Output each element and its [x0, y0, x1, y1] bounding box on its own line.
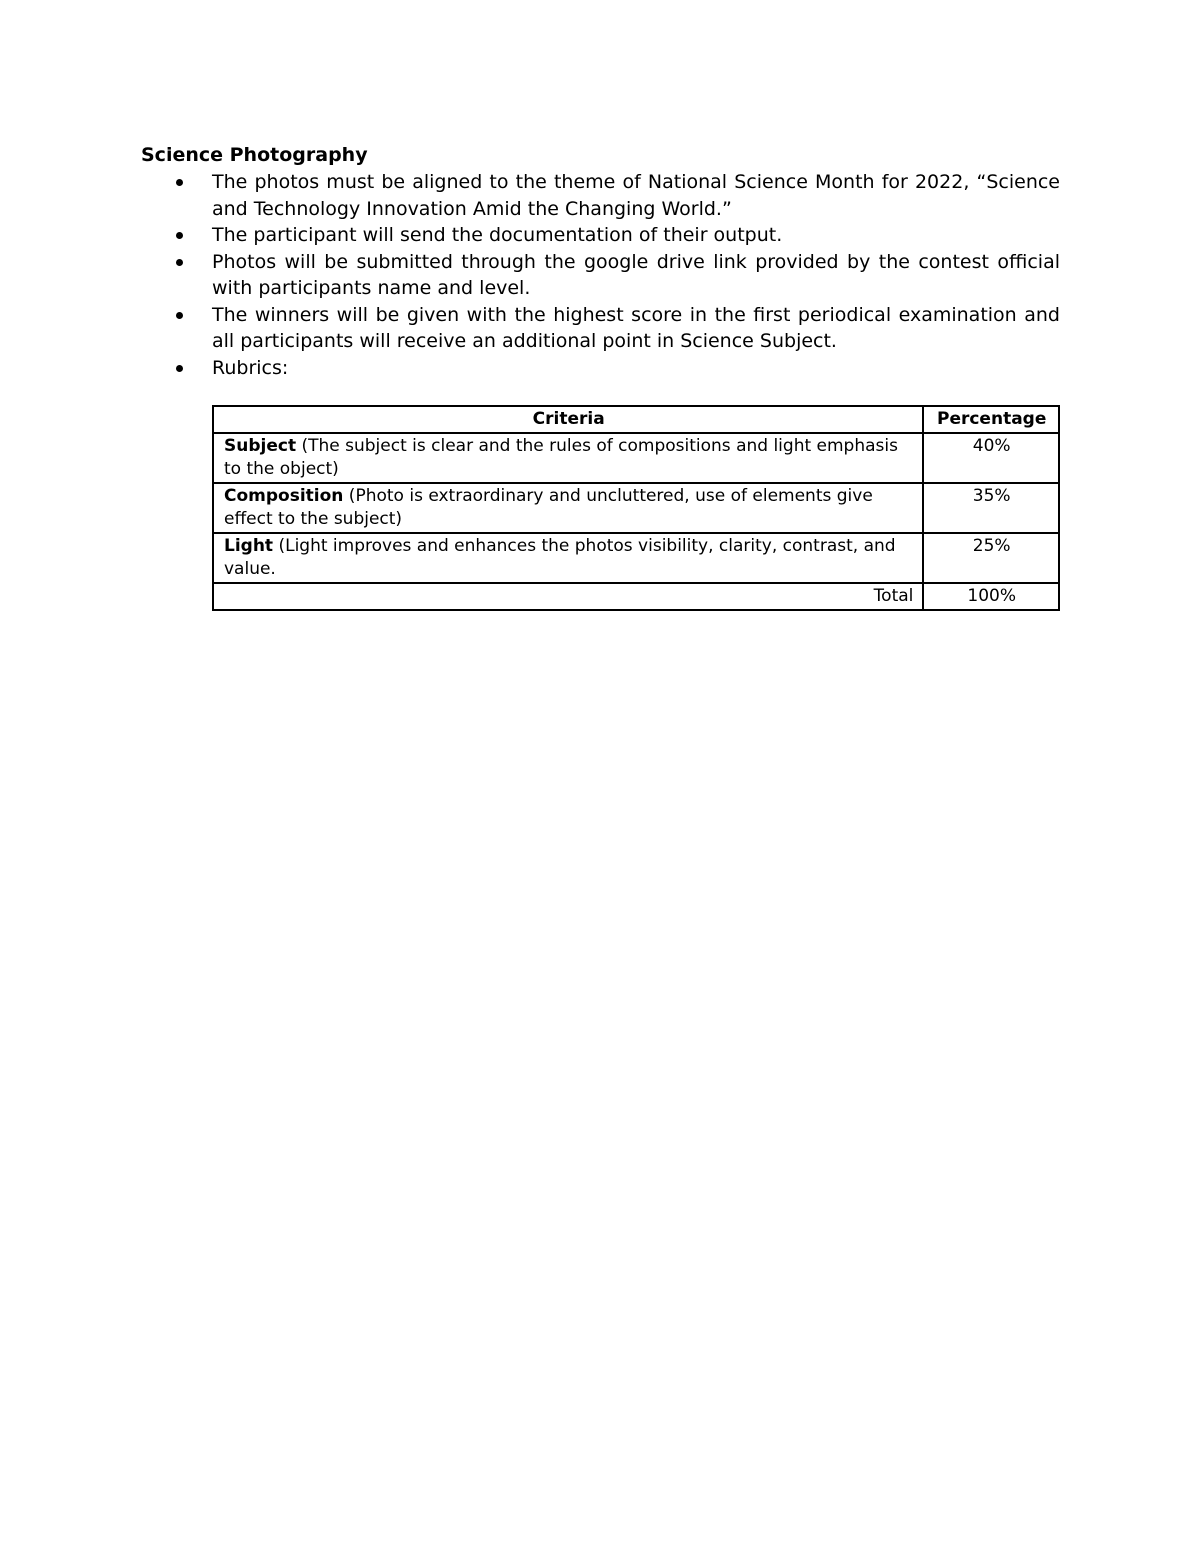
- table-row: [213, 533, 1059, 583]
- criteria-description: (The subject is clear and the rules of compositions and light emphasis to the object): [224, 436, 898, 479]
- list-item-text: The photos must be aligned to the theme of National Science Month for 2022, “Science and Technology Innovation Amid the Changing World.”: [212, 171, 1060, 220]
- criteria-name: Subject: [224, 436, 297, 456]
- bullet-icon: [176, 179, 183, 186]
- list-item: [170, 249, 1060, 302]
- list-item-text: Photos will be submitted through the google drive link provided by the contest official with participants name and level.: [212, 250, 1060, 299]
- criteria-description: (Light improves and enhances the photos visibility, clarity, contrast, and value.: [224, 536, 896, 579]
- criteria-cell: [213, 483, 923, 533]
- rubric-table: [212, 405, 1060, 611]
- total-label: Total: [213, 583, 923, 610]
- list-item-text: Rubrics:: [212, 356, 289, 379]
- criteria-description: (Photo is extraordinary and uncluttered, use of elements give effect to the subject): [224, 486, 873, 529]
- total-row: [213, 583, 1059, 610]
- criteria-name: Light: [224, 536, 274, 556]
- criteria-column-header: Criteria: [213, 406, 923, 433]
- percentage-column-header: Percentage: [923, 406, 1059, 433]
- percentage-cell: 25%: [923, 533, 1059, 583]
- bullet-icon: [176, 232, 183, 239]
- section-heading: Science Photography: [141, 144, 368, 166]
- list-item: [170, 222, 1060, 249]
- total-percentage: 100%: [923, 583, 1059, 610]
- table-row: [213, 433, 1059, 483]
- list-item: [170, 302, 1060, 355]
- criteria-cell: [213, 433, 923, 483]
- guidelines-list: [170, 169, 1060, 381]
- list-item-text: The participant will send the documentation of their output.: [212, 224, 783, 246]
- list-item-text: The winners will be given with the highest score in the first periodical examination and all participants will receive an additional point in Science Subject.: [212, 303, 1060, 352]
- percentage-cell: 40%: [923, 433, 1059, 483]
- bullet-icon: [176, 365, 183, 372]
- bullet-icon: [176, 259, 183, 266]
- bullet-icon: [176, 312, 183, 319]
- criteria-name: Composition: [224, 486, 344, 506]
- criteria-cell: [213, 533, 923, 583]
- table-header-row: [213, 406, 1059, 433]
- table-row: [213, 483, 1059, 533]
- list-item: [170, 355, 1060, 382]
- list-item: [170, 169, 1060, 222]
- percentage-cell: 35%: [923, 483, 1059, 533]
